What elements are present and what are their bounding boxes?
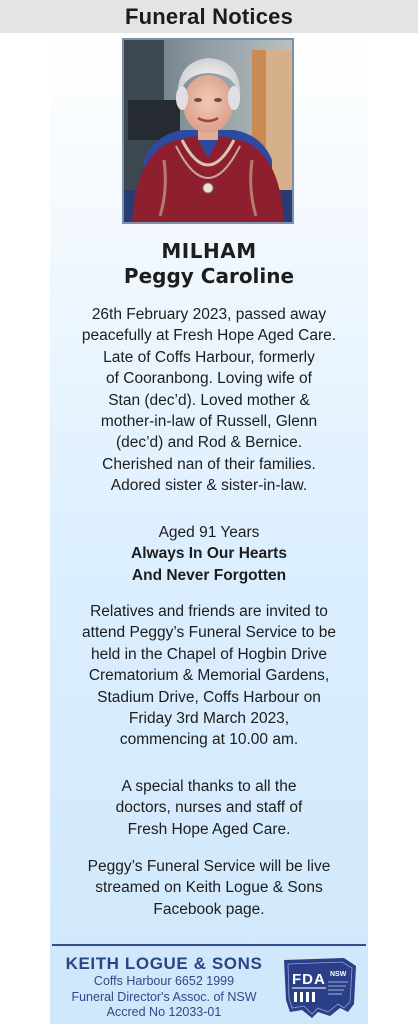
svg-text:NSW: NSW [330,971,347,978]
text-line: Stadium Drive, Coffs Harbour on [97,688,321,706]
text-line: Late of Coffs Harbour, formerly [103,348,315,366]
service-details [50,601,368,751]
text-line: Cherished nan of their families. [102,455,316,473]
death-announcement [50,304,368,497]
text-line: Relatives and friends are invited to [90,603,328,620]
funeral-notice [50,33,368,1024]
firm-phone: Coffs Harbour 6652 1999 [93,974,235,988]
text-line: Friday 3rd March 2023, [128,710,290,728]
funeral-director-details [50,954,278,1021]
livestream-message [50,856,368,920]
text-line: (dec’d) and Rod & Bernice. [115,434,303,452]
text-line: peacefully at Fresh Hope Aged Care. [81,327,337,345]
text-line: Crematorium & Memorial Gardens, [88,667,330,685]
text-line: A special thanks to all the [121,778,297,795]
tribute-line: And Never Forgotten [131,566,287,584]
given-names: Peggy Caroline [123,264,295,288]
text-line: doctors, nurses and staff of [115,799,303,817]
firm-name: KEITH LOGUE & SONS [65,954,263,973]
text-line: commencing at 10.00 am. [119,731,299,749]
page-header [0,0,418,33]
text-line: of Cooranbong. Loving wife of [106,370,312,388]
page-title: Funeral Notices [124,3,294,29]
tribute-line: Always In Our Hearts [131,545,287,563]
text-line: Facebook page. [153,900,265,918]
age-and-tribute [50,522,368,586]
text-line: mother-in-law of Russell, Glenn [100,413,318,431]
deceased-name [50,239,368,289]
text-line: Adored sister & sister-in-law. [110,477,308,495]
portrait-photo [122,38,294,224]
text-line: Fresh Hope Aged Care. [127,820,291,838]
text-line: streamed on Keith Logue & Sons [95,879,323,897]
svg-text:FDA: FDA [292,971,326,988]
footer-divider [52,944,366,946]
funeral-director-footer [50,944,368,1024]
age-line: Aged 91 Years [158,524,260,541]
text-line: Stan (dec’d). Loved mother & [108,391,310,409]
text-line: 26th February 2023, passed away [91,306,327,323]
text-line: Peggy’s Funeral Service will be live [87,858,331,875]
firm-association: Funeral Director's Assoc. of NSW [71,989,257,1004]
surname: MILHAM [161,239,257,263]
firm-accreditation: Accred No 12033-01 [106,1005,222,1019]
fda-nsw-logo-icon [282,956,358,1020]
thanks-message [50,776,368,840]
text-line: held in the Chapel of Hogbin Drive [90,645,328,663]
text-line: attend Peggy’s Funeral Service to be [82,624,336,642]
